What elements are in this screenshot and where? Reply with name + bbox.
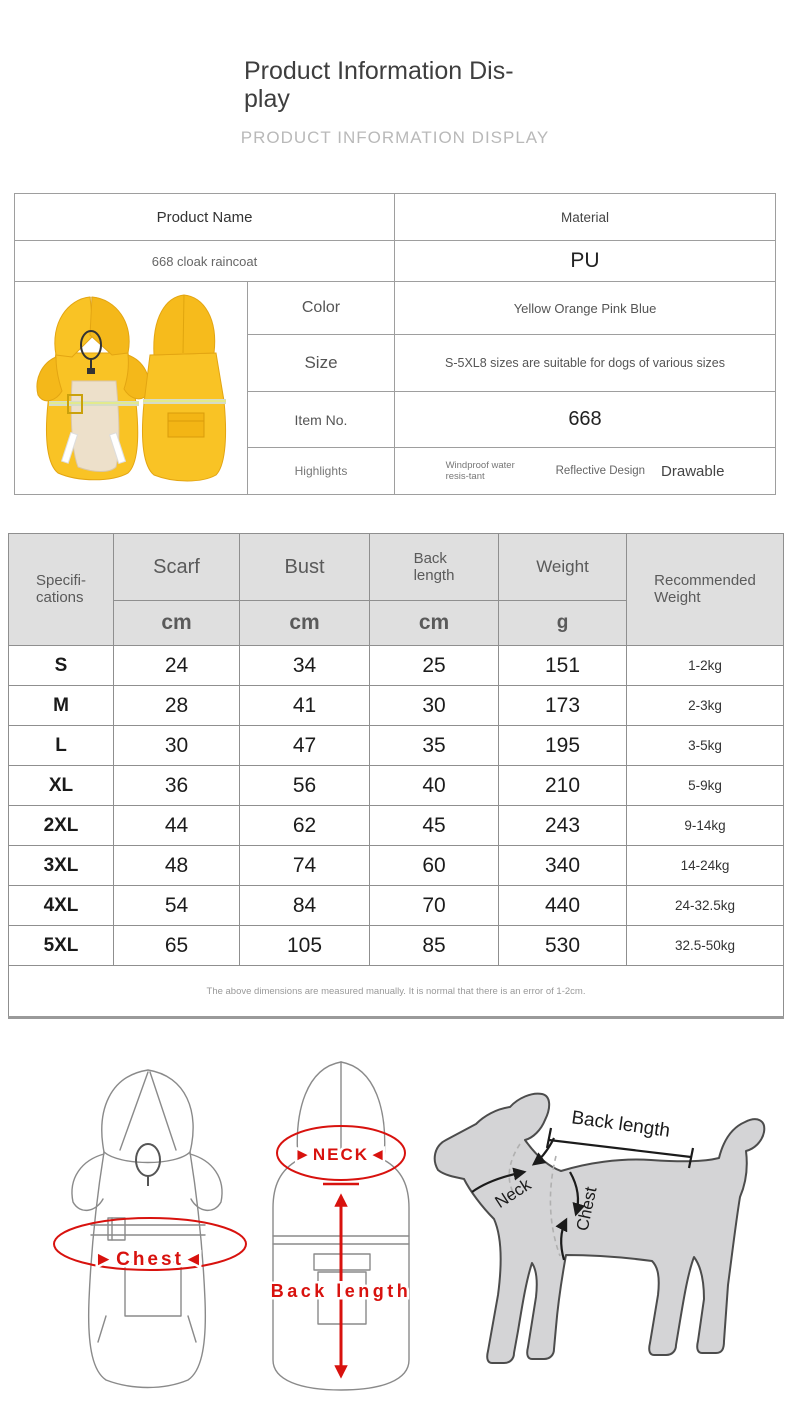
drawstring-loop bbox=[136, 1144, 160, 1176]
product-photo bbox=[15, 282, 248, 495]
material-header: Material bbox=[395, 194, 776, 241]
measurement-note: The above dimensions are measured manually. It is normal that there is an error of 1-2cm. bbox=[9, 966, 784, 1018]
size-row-l bbox=[9, 726, 784, 766]
recommended-weight-value: 5-9kg bbox=[627, 766, 784, 806]
recommended-weight-value: 3-5kg bbox=[627, 726, 784, 766]
dog-chest-annotation: Chest bbox=[572, 1185, 601, 1233]
material-value: PU bbox=[395, 241, 776, 282]
raincoat-front-photo bbox=[36, 297, 148, 480]
page-title-line2: play bbox=[244, 85, 290, 113]
highlight-drawable: Drawable bbox=[661, 462, 725, 480]
dog-back-length-annotation: Back length bbox=[570, 1107, 672, 1142]
size-row-4xl bbox=[9, 886, 784, 926]
header-weight: Weight bbox=[499, 534, 627, 601]
page-title bbox=[244, 57, 544, 113]
back-length-value: 25 bbox=[370, 646, 499, 686]
weight-value: 195 bbox=[499, 726, 627, 766]
unit-bust-cm: cm bbox=[240, 601, 370, 646]
size-label: Size bbox=[248, 335, 395, 392]
recommended-weight-value: 32.5-50kg bbox=[627, 926, 784, 966]
bust-value: 41 bbox=[240, 686, 370, 726]
scarf-value: 44 bbox=[114, 806, 240, 846]
size-row-3xl bbox=[9, 846, 784, 886]
recommended-weight-value: 24-32.5kg bbox=[627, 886, 784, 926]
item-no-label: Item No. bbox=[248, 392, 395, 448]
raincoat-back-photo bbox=[142, 295, 226, 481]
back-length-value: 30 bbox=[370, 686, 499, 726]
bust-value: 62 bbox=[240, 806, 370, 846]
dog-silhouette bbox=[435, 1094, 765, 1363]
back-length-value: 40 bbox=[370, 766, 499, 806]
weight-value: 151 bbox=[499, 646, 627, 686]
size-spec: XL bbox=[9, 766, 114, 806]
scarf-value: 54 bbox=[114, 886, 240, 926]
unit-scarf-cm: cm bbox=[114, 601, 240, 646]
recommended-weight-value: 2-3kg bbox=[627, 686, 784, 726]
raincoat-back-sketch bbox=[252, 1050, 430, 1395]
weight-value: 530 bbox=[499, 926, 627, 966]
item-no-value: 668 bbox=[395, 392, 776, 448]
dog-measurement-diagram bbox=[420, 1078, 788, 1380]
size-row-s bbox=[9, 646, 784, 686]
size-spec: 4XL bbox=[9, 886, 114, 926]
header-specifications: Specifi- cations bbox=[9, 534, 114, 646]
header-back-length: Back length bbox=[370, 534, 499, 601]
header-recommended-weight: Recommended Weight bbox=[627, 534, 784, 646]
dog-neck-annotation: Neck bbox=[491, 1174, 535, 1212]
product-info-table bbox=[14, 193, 776, 495]
neck-annotation: ►NECK◄ bbox=[294, 1145, 388, 1164]
size-row-2xl bbox=[9, 806, 784, 846]
back-length-value: 60 bbox=[370, 846, 499, 886]
weight-value: 173 bbox=[499, 686, 627, 726]
highlights-label: Highlights bbox=[248, 448, 395, 495]
bust-value: 56 bbox=[240, 766, 370, 806]
highlights-value bbox=[395, 448, 776, 495]
scarf-value: 24 bbox=[114, 646, 240, 686]
back-length-value: 35 bbox=[370, 726, 499, 766]
raincoat-photo-image bbox=[16, 283, 247, 494]
product-name-header: Product Name bbox=[15, 194, 395, 241]
bust-value: 47 bbox=[240, 726, 370, 766]
unit-weight-g: g bbox=[499, 601, 627, 646]
weight-value: 210 bbox=[499, 766, 627, 806]
weight-value: 440 bbox=[499, 886, 627, 926]
recommended-weight-value: 1-2kg bbox=[627, 646, 784, 686]
unit-back-cm: cm bbox=[370, 601, 499, 646]
weight-value: 243 bbox=[499, 806, 627, 846]
size-spec: L bbox=[9, 726, 114, 766]
size-spec: M bbox=[9, 686, 114, 726]
size-row-5xl bbox=[9, 926, 784, 966]
highlight-windproof: Windproof water resis-tant bbox=[445, 460, 515, 482]
size-value: S-5XL8 sizes are suitable for dogs of various sizes bbox=[395, 335, 776, 392]
recommended-weight-value: 9-14kg bbox=[627, 806, 784, 846]
size-spec: S bbox=[9, 646, 114, 686]
back-length-value: 85 bbox=[370, 926, 499, 966]
back-length-value: 45 bbox=[370, 806, 499, 846]
bust-value: 34 bbox=[240, 646, 370, 686]
page-title-line1: Product Information Dis- bbox=[244, 57, 514, 85]
page-subtitle: PRODUCT INFORMATION DISPLAY bbox=[240, 128, 550, 147]
scarf-value: 28 bbox=[114, 686, 240, 726]
bust-value: 84 bbox=[240, 886, 370, 926]
header-scarf: Scarf bbox=[114, 534, 240, 601]
scarf-value: 36 bbox=[114, 766, 240, 806]
bust-value: 105 bbox=[240, 926, 370, 966]
chest-annotation: ►Chest◄ bbox=[94, 1249, 206, 1270]
highlight-reflective: Reflective Design bbox=[555, 465, 646, 477]
size-spec: 2XL bbox=[9, 806, 114, 846]
size-spec: 3XL bbox=[9, 846, 114, 886]
raincoat-front-sketch bbox=[38, 1052, 258, 1392]
scarf-value: 30 bbox=[114, 726, 240, 766]
color-label: Color bbox=[248, 282, 395, 335]
color-value: Yellow Orange Pink Blue bbox=[395, 282, 776, 335]
scarf-value: 65 bbox=[114, 926, 240, 966]
back-length-annotation: Back length bbox=[270, 1281, 412, 1301]
recommended-weight-value: 14-24kg bbox=[627, 846, 784, 886]
back-length-value: 70 bbox=[370, 886, 499, 926]
scarf-value: 48 bbox=[114, 846, 240, 886]
header-bust: Bust bbox=[240, 534, 370, 601]
size-spec: 5XL bbox=[9, 926, 114, 966]
weight-value: 340 bbox=[499, 846, 627, 886]
front-sketch-outline bbox=[72, 1070, 222, 1388]
bust-value: 74 bbox=[240, 846, 370, 886]
size-chart-table bbox=[8, 533, 784, 1019]
size-row-m bbox=[9, 686, 784, 726]
product-name-value: 668 cloak raincoat bbox=[15, 241, 395, 282]
size-row-xl bbox=[9, 766, 784, 806]
